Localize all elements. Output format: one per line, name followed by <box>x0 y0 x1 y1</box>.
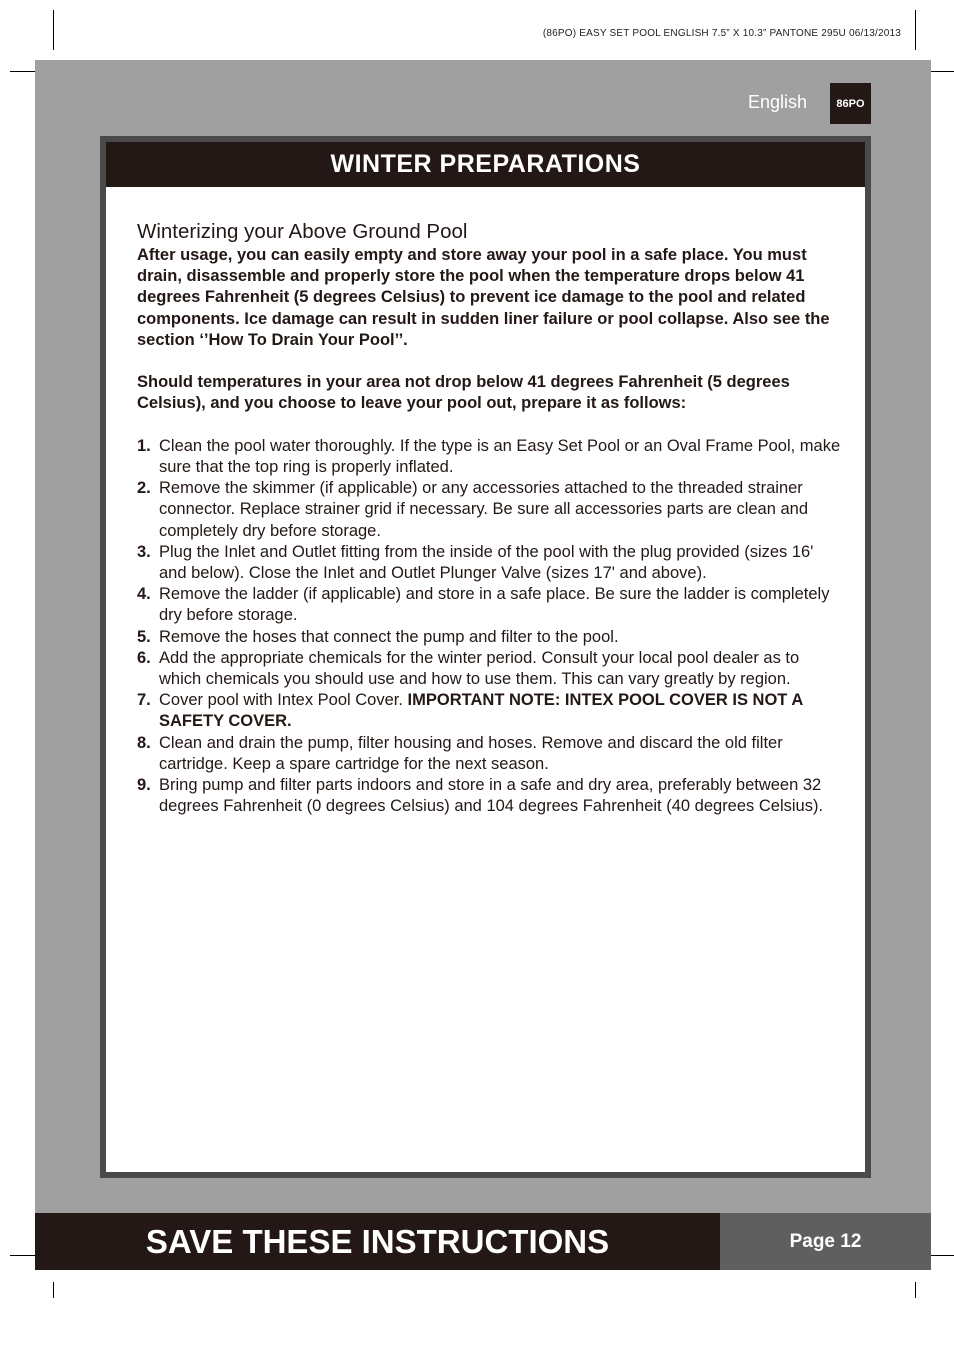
step-number: 9. <box>137 776 151 795</box>
steps-list <box>137 436 843 818</box>
crop-mark <box>53 10 54 50</box>
list-item <box>137 733 843 775</box>
step-number: 6. <box>137 648 151 667</box>
step-number: 3. <box>137 542 151 561</box>
condition-paragraph: Should temperatures in your area not drop below 41 degrees Fahrenheit (5 degrees Celsius), and you choose to leave your pool out, prepare it as follows: <box>137 373 790 413</box>
content-panel-inner <box>106 142 865 1172</box>
list-item <box>137 436 843 478</box>
list-item <box>137 478 843 542</box>
save-instructions-banner: SAVE THESE INSTRUCTIONS <box>35 1213 720 1270</box>
step-text: Clean the pool water thoroughly. If the type is an Easy Set Pool or an Oval Frame Pool, make sure that the top ring is properly inflated. <box>159 436 841 476</box>
list-item <box>137 627 843 648</box>
print-info: (86PO) EASY SET POOL ENGLISH 7.5” X 10.3” PANTONE 295U 06/13/2013 <box>542 28 901 39</box>
section-title: WINTER PREPARATIONS <box>106 142 865 187</box>
important-note: IMPORTANT NOTE: INTEX POOL COVER IS NOT A SAFETY COVER. <box>159 691 803 731</box>
spacer <box>137 351 843 372</box>
spacer <box>137 415 843 436</box>
step-text: Remove the skimmer (if applicable) or any accessories attached to the threaded strainer connector. Replace strainer grid if necessary. Be sure all accessories parts are clean and completely dry before storage. <box>159 479 809 540</box>
step-number: 8. <box>137 733 151 752</box>
list-item <box>137 775 843 817</box>
crop-mark <box>53 1282 54 1298</box>
intro-paragraph: After usage, you can easily empty and store away your pool in a safe place. You must drain, disassemble and properly store the pool when the temperature drops below 41 degrees Fahrenheit (5 degrees Celsius) to prevent ice damage to the pool and related components. Ice damage can result in sudden liner failure or pool collapse. Also see the section ‘’How To Drain Your Pool’’. <box>137 246 830 349</box>
crop-mark <box>915 1282 916 1298</box>
step-text: Bring pump and filter parts indoors and store in a safe and dry area, preferably between 32 degrees Fahrenheit (0 degrees Celsius) and 104 degrees Fahrenheit (40 degrees Celsius). <box>159 776 824 816</box>
step-text: Remove the ladder (if applicable) and store in a safe place. Be sure the ladder is completely dry before storage. <box>159 585 830 625</box>
crop-mark <box>915 10 916 50</box>
step-number: 2. <box>137 479 151 498</box>
step-text: Add the appropriate chemicals for the winter period. Consult your local pool dealer as to which chemicals you should use and how to use them. This can vary greatly by region. <box>159 648 800 689</box>
step-number: 7. <box>137 691 151 710</box>
page-number: Page 12 <box>720 1213 931 1270</box>
step-text: Cover pool with Intex Pool Cover. <box>159 691 408 710</box>
list-item <box>137 648 843 690</box>
list-item <box>137 584 843 626</box>
model-badge: 86PO <box>830 83 871 124</box>
crop-mark <box>10 1255 36 1256</box>
list-item <box>137 542 843 584</box>
step-text: Remove the hoses that connect the pump and filter to the pool. <box>159 627 619 646</box>
content-panel <box>100 136 871 1178</box>
list-item <box>137 690 843 732</box>
step-number: 4. <box>137 585 151 604</box>
step-text: Clean and drain the pump, filter housing and hoses. Remove and discard the old filter cartridge. Keep a spare cartridge for the next season. <box>159 733 783 773</box>
language-label: English <box>748 92 808 112</box>
step-number: 5. <box>137 627 151 646</box>
step-number: 1. <box>137 436 151 455</box>
subtitle: Winterizing your Above Ground Pool <box>137 220 468 243</box>
step-text: Plug the Inlet and Outlet fitting from the inside of the pool with the plug provided (sizes 16' and below). Close the Inlet and Outlet Plunger Valve (sizes 17' and above). <box>159 542 814 583</box>
content-body <box>137 220 843 817</box>
